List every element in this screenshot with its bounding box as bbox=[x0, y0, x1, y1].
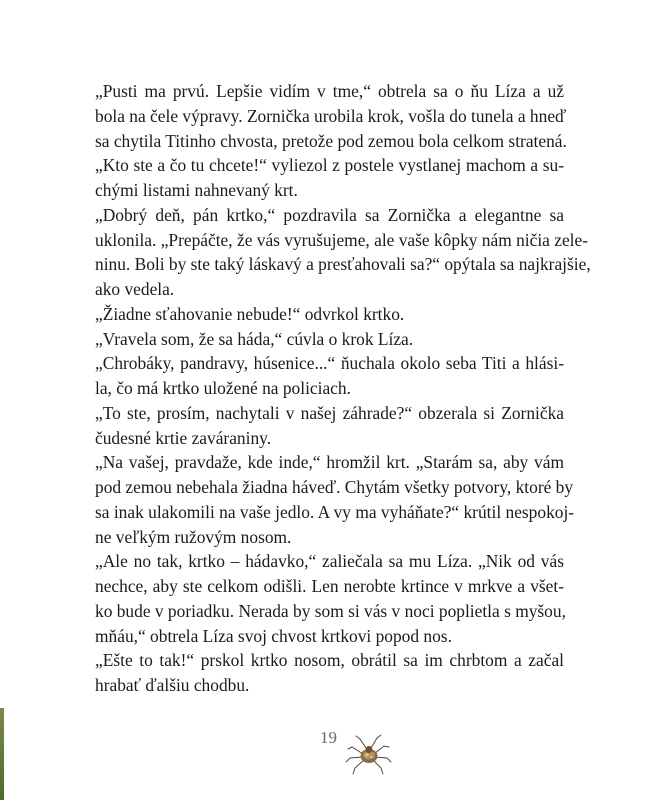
text-line: „Pusti ma prvú. Lepšie vidím v tme,“ obtrela sa o ňu Líza a už bbox=[95, 81, 564, 101]
text-line: „Kto ste a čo tu chcete!“ vyliezol z postele vystlanej machom a su- bbox=[95, 155, 564, 176]
story-text bbox=[95, 79, 591, 698]
text-line: ninu. Boli by ste taký láskavý a presťahovali sa?“ opýtala sa najkrajšie, bbox=[95, 254, 591, 275]
page-number: 19 bbox=[320, 728, 337, 747]
text-line: „Dobrý deň, pán krtko,“ pozdravila sa Zornička a elegantne sa bbox=[95, 204, 564, 225]
text-line: „Vravela som, že sa háda,“ cúvla o krok Líza. bbox=[95, 328, 414, 349]
text-line: „Ešte to tak!“ prskol krtko nosom, obrátil sa im chrbtom a začal bbox=[95, 650, 564, 671]
text-line: „Chrobáky, pandravy, húsenice...“ ňuchala okolo seba Titi a hlási- bbox=[95, 353, 564, 374]
text-line: nechce, aby ste celkom odišli. Len nerobte krtince v mrkve a všet- bbox=[95, 576, 564, 596]
text-line: „Ale no tak, krtko – hádavko,“ zaliečala sa mu Líza. „Nik od vás bbox=[95, 551, 564, 572]
text-line: la, čo má krtko uložené na policiach. bbox=[95, 378, 351, 398]
text-line: chými listami nahnevaný krt. bbox=[95, 180, 298, 200]
text-line: bola na čele výpravy. Zornička urobila krok, vošla do tunela a hneď bbox=[95, 105, 567, 126]
text-line: uklonila. „Prepáčte, že vás vyrušujeme, ale vaše kôpky nám ničia zele- bbox=[95, 229, 589, 250]
text-line: „To ste, prosím, nachytali v našej záhrade?“ obzerala si Zornička bbox=[95, 402, 564, 423]
text-line: pod zemou nebehala žiadna háveď. Chytám všetky potvory, ktoré by bbox=[95, 477, 574, 497]
text-line: „Na vašej, pravdaže, kde inde,“ hromžil krt. „Starám sa, aby vám bbox=[95, 452, 564, 473]
beetle-icon bbox=[343, 727, 393, 777]
text-line: čudesné krtie zaváraniny. bbox=[95, 427, 272, 448]
text-line: mňáu,“ obtrela Líza svoj chvost krtkovi popod nos. bbox=[95, 625, 452, 646]
text-line: ko bude v poriadku. Nerada by som si vás v noci poplietla s myšou, bbox=[95, 600, 566, 621]
text-line: sa chytila Titinho chvosta, pretože pod zemou bola celkom stratená. bbox=[95, 130, 567, 151]
page-edge-decoration bbox=[0, 708, 4, 800]
text-line: ako vedela. bbox=[95, 279, 175, 299]
text-line: hrabať ďalšiu chodbu. bbox=[95, 675, 250, 695]
text-line: „Žiadne sťahovanie nebude!“ odvrkol krtko. bbox=[95, 303, 405, 324]
text-line: sa inak ulakomili na vaše jedlo. A vy ma vyháňate?“ krútil nespokoj- bbox=[95, 501, 575, 522]
text-line: ne veľkým ružovým nosom. bbox=[95, 526, 292, 547]
